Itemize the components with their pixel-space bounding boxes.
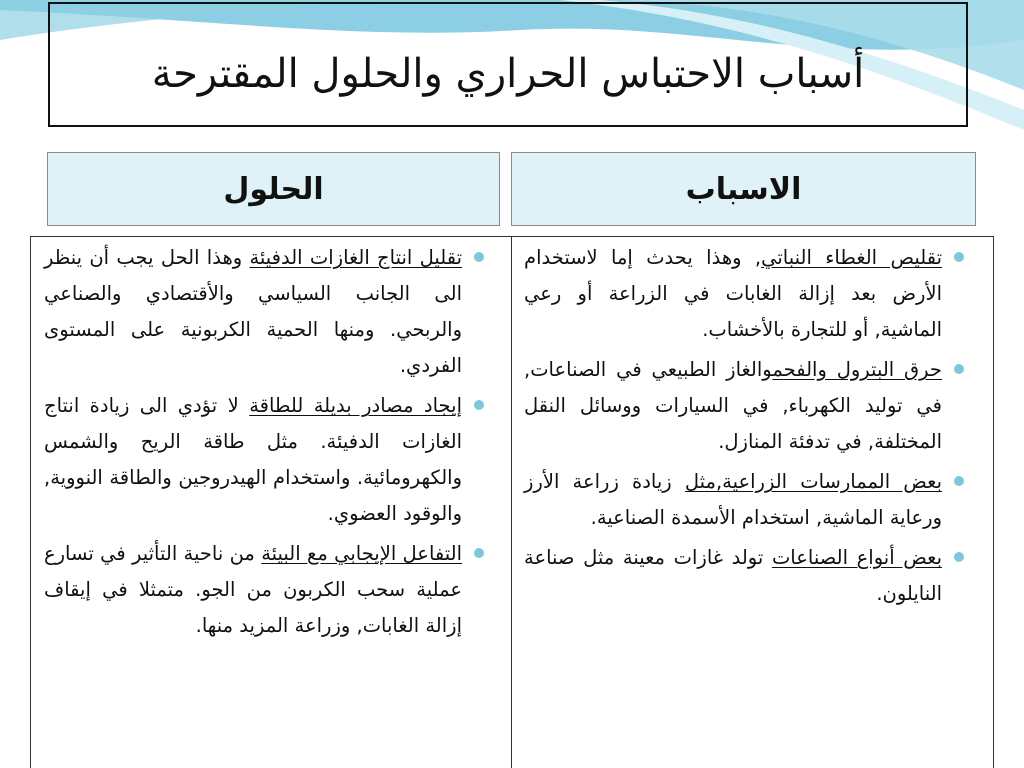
table-center-divider (511, 236, 512, 768)
cause-item: تقليص الغطاء النباتي, وهذا يحدث إما لاستخدام الأرض بعد إزالة الغابات في الزراعة أو رعي الماشية, أو للتجارة بالأخشاب. (524, 240, 964, 348)
solution-item: التفاعل الإيجابي مع البيئة من ناحية التأثير في تسارع عملية سحب الكربون من الجو. متمثلا في إيقاف إزالة الغابات, وزراعة المزيد منها. (44, 536, 484, 644)
bullet-icon (474, 548, 484, 558)
cause-item: حرق البترول والفحموالغاز الطبيعي في الصناعات, في توليد الكهرباء, في السيارات ووسائل النقل المختلفة, في تدفئة المنازل. (524, 352, 964, 460)
bullet-icon (954, 476, 964, 486)
title-frame (48, 2, 968, 127)
causes-column (524, 240, 964, 616)
bullet-icon (954, 252, 964, 262)
slide-title: أسباب الاحتباس الحراري والحلول المقترحة (151, 50, 865, 97)
header-solutions: الحلول (47, 152, 500, 226)
solution-item: إيجاد مصادر بديلة للطاقة لا تؤدي الى زيادة انتاج الغازات الدفيئة. مثل طاقة الريح والشمس والكهرومائية. واستخدام الهيدروجين والطاقة النووية, والوقود العضوي. (44, 388, 484, 532)
bullet-icon (954, 364, 964, 374)
bullet-icon (474, 252, 484, 262)
solution-item: تقليل انتاج الغازات الدفيئة وهذا الحل يجب أن ينظر الى الجانب السياسي والأقتصادي والصناعي والربحي. ومنها الحمية الكربونية على المستوى الفردي. (44, 240, 484, 384)
cause-item: بعض أنواع الصناعات تولد غازات معينة مثل صناعة النايلون. (524, 540, 964, 612)
header-causes: الاسباب (511, 152, 976, 226)
bullet-icon (954, 552, 964, 562)
table-left-border (30, 236, 31, 768)
table-top-border (30, 236, 994, 237)
table-right-border (993, 236, 994, 768)
cause-item: بعض الممارسات الزراعية,مثل زيادة زراعة الأرز ورعاية الماشية, استخدام الأسمدة الصناعية. (524, 464, 964, 536)
solutions-column (44, 240, 484, 648)
bullet-icon (474, 400, 484, 410)
